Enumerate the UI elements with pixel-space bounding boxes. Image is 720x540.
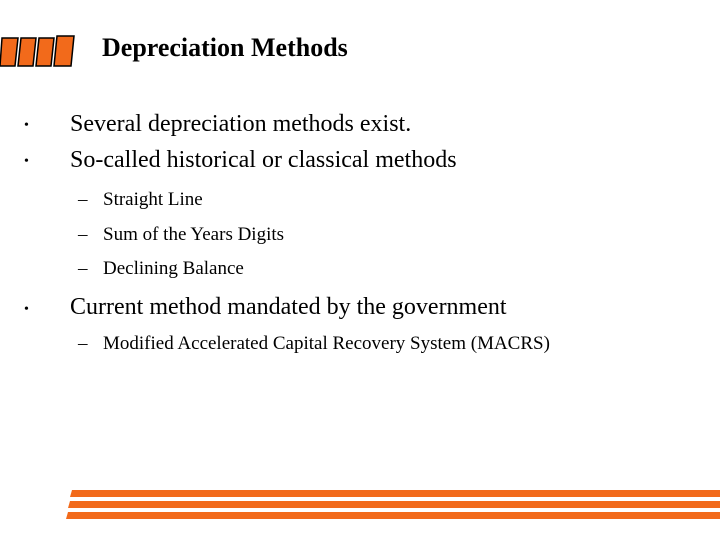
bullet-text: Several depreciation methods exist.	[70, 111, 412, 137]
bullet-glyph: •	[24, 154, 29, 169]
sub-glyph: –	[78, 189, 88, 210]
bullet-glyph: •	[24, 118, 29, 133]
footer-stripes	[0, 486, 720, 522]
sub-text: Sum of the Years Digits	[103, 224, 285, 245]
bullet-text: So-called historical or classical methods	[70, 147, 457, 173]
sub-text: Modified Accelerated Capital Recovery System (MACRS)	[103, 333, 550, 354]
sub-text: Straight Line	[103, 189, 203, 210]
logo-bars-icon	[0, 32, 78, 68]
bullet-text: Current method mandated by the government	[70, 294, 507, 320]
sub-text: Declining Balance	[103, 258, 244, 279]
sub-glyph: –	[78, 333, 88, 354]
bullet-glyph: •	[24, 302, 29, 317]
slide-title: Depreciation Methods	[102, 33, 348, 62]
sub-glyph: –	[78, 224, 88, 245]
sub-glyph: –	[78, 258, 88, 279]
